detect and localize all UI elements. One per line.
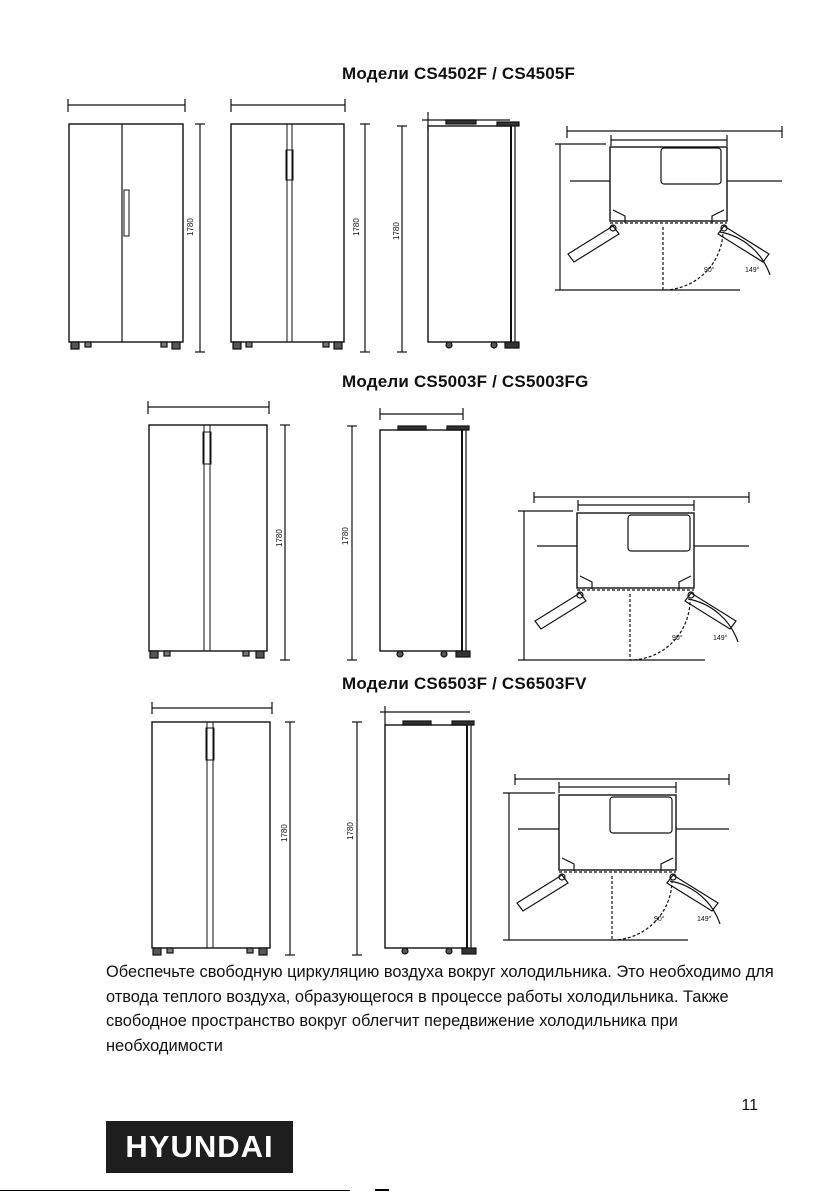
- angle-90-label-2: 90°: [672, 635, 683, 642]
- height-label-3b: 1780: [346, 822, 355, 840]
- section-title-3: Модели CS6503F / CS6503FV: [342, 674, 587, 693]
- fridge-front-view-4: [152, 702, 295, 955]
- angle-149-label-3: 149°: [697, 916, 712, 923]
- footer-mark: [375, 1189, 389, 1191]
- fridge-top-view-1: [555, 126, 782, 290]
- page-number: 11: [741, 1097, 758, 1114]
- section-title-1: Модели CS4502F / CS4505F: [342, 64, 576, 83]
- angle-90-label-3: 90°: [654, 916, 665, 923]
- fridge-side-view-2: [347, 408, 470, 660]
- fridge-top-view-3: [503, 774, 729, 940]
- fridge-side-view-3: [352, 706, 476, 955]
- section-title-2: Модели CS5003F / CS5003FG: [342, 372, 589, 391]
- height-label-1b: 1780: [352, 218, 361, 236]
- height-label-1c: 1780: [392, 222, 401, 240]
- angle-149-label-2: 149°: [713, 635, 728, 642]
- footer-line: [0, 1190, 350, 1191]
- angle-149-label-1: 149°: [745, 267, 760, 274]
- brand-logo: HYUNDAI: [106, 1121, 293, 1173]
- height-label-2a: 1780: [275, 529, 284, 547]
- ventilation-note: Обеспечьте свободную циркуляцию воздуха вокруг холодильника. Это необходимо для отвода теплого воздуха, образующегося в процессе работы холодильника. Также свободное пространство вокруг облегчит передвижение холодильника при необходимости: [106, 963, 774, 1055]
- fridge-front-view-1: [68, 99, 205, 352]
- angle-90-label-1: 90°: [704, 267, 715, 274]
- fridge-side-view-1: [397, 112, 519, 352]
- height-label-2b: 1780: [341, 527, 350, 545]
- height-label-3a: 1780: [280, 824, 289, 842]
- fridge-front-view-3: [148, 401, 290, 660]
- fridge-front-view-2: [231, 99, 370, 352]
- height-label-1a: 1780: [186, 218, 195, 236]
